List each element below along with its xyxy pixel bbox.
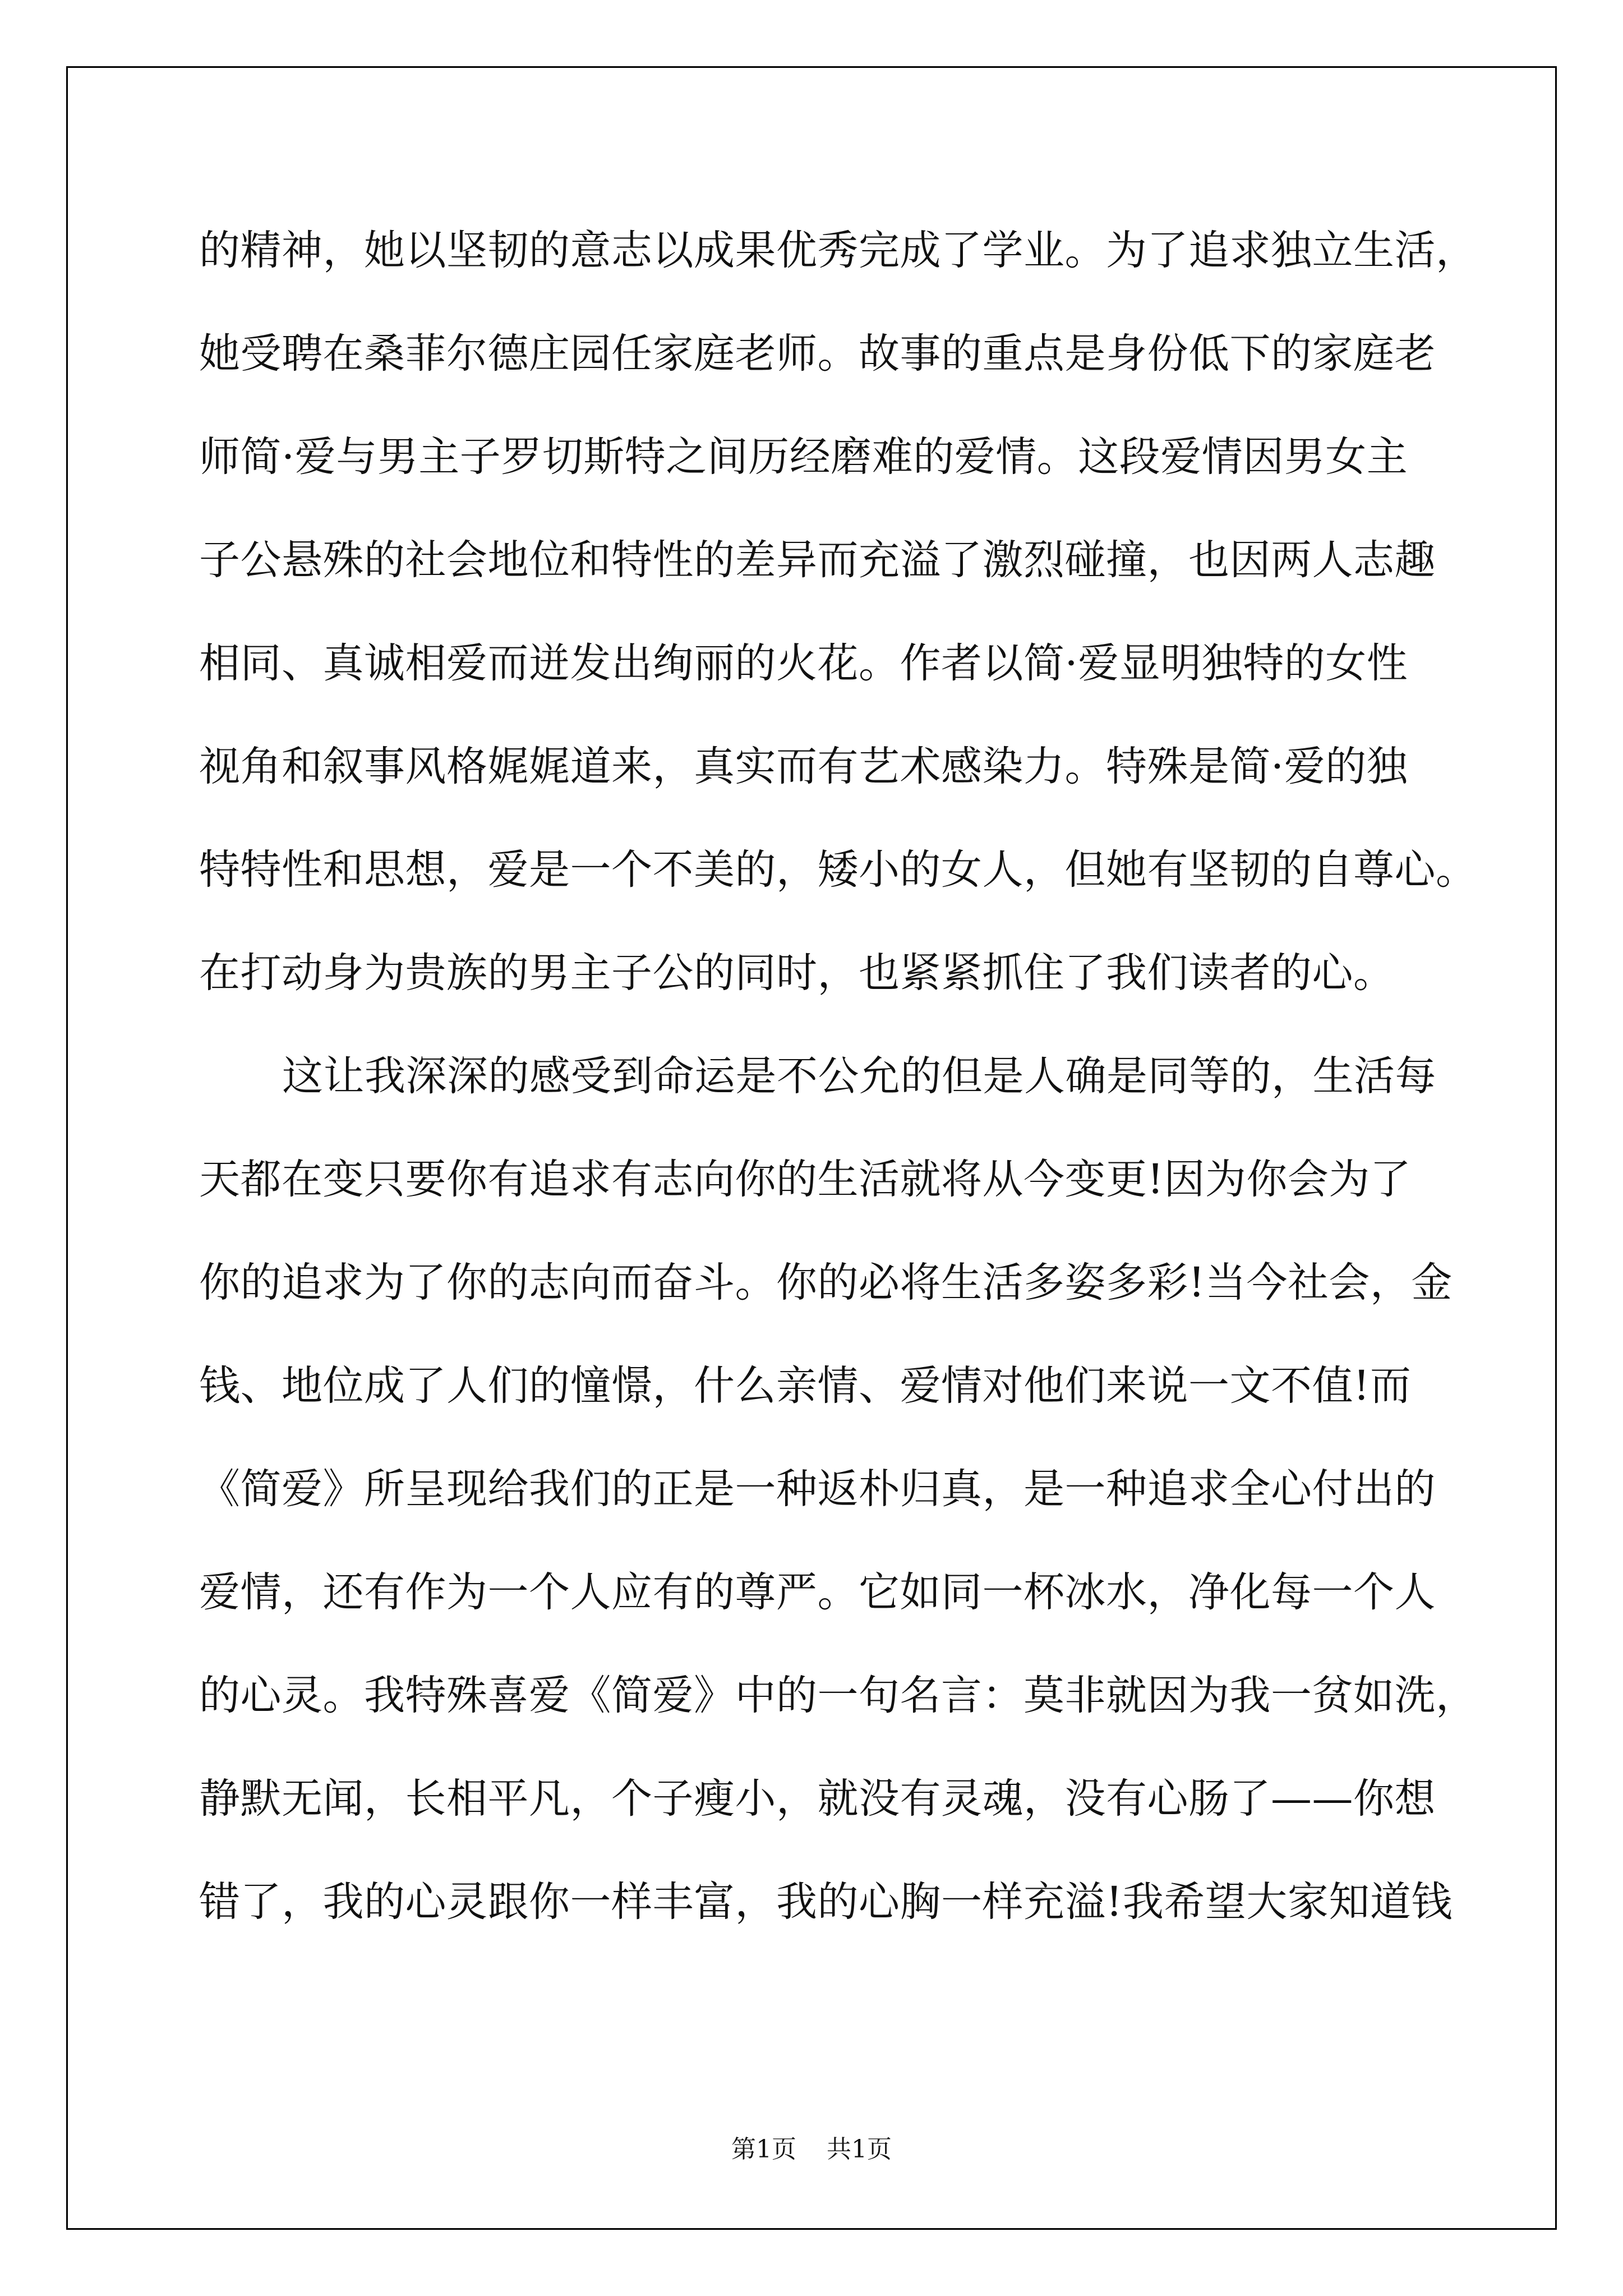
page-footer [0,2129,1623,2165]
text-line: 天都在变只要你有追求有志向你的生活就将从今变更!因为你会为了 [199,1156,1412,1203]
document-body [199,199,1477,1954]
text-line: 错了，我的心灵跟你一样丰富，我的心胸一样充溢!我希望大家知道钱 [199,1878,1453,1926]
text-line: 《简爱》所呈现给我们的正是一种返朴归真，是一种追求全心付出的 [199,1465,1436,1513]
text-line: 你的追求为了你的志向而奋斗。你的必将生活多姿多彩!当今社会，金 [199,1259,1453,1306]
page-number: 第1页 [731,2135,796,2164]
text-line: 相同、真诚相爱而迸发出绚丽的火花。作者以简·爱显明独特的女性 [199,639,1408,687]
text-line: 在打动身为贵族的男主子公的同时，也紧紧抓住了我们读者的心。 [199,949,1395,997]
text-line: 的心灵。我特殊喜爱《简爱》中的一句名言：莫非就因为我一贫如洗， [199,1672,1477,1719]
text-line: 钱、地位成了人们的憧憬，什么亲情、爱情对他们来说一文不值!而 [199,1362,1412,1410]
text-line: 特特性和思想，爱是一个不美的，矮小的女人，但她有坚韧的自尊心。 [199,846,1477,894]
text-line: 爱情，还有作为一个人应有的尊严。它如同一杯冰水，净化每一个人 [199,1568,1436,1616]
page-total: 共1页 [827,2135,892,2164]
text-line: 的精神，她以坚韧的意志以成果优秀完成了学业。为了追求独立生活， [199,227,1477,274]
paragraph-2 [199,1025,1477,1954]
text-line: 静默无闻，长相平凡，个子瘦小，就没有灵魂，没有心肠了——你想 [199,1775,1436,1823]
text-line: 师简·爱与男主子罗切斯特之间历经磨难的爱情。这段爱情因男女主 [199,433,1408,481]
text-line-indented: 这让我深深的感受到命运是不公允的但是人确是同等的，生活每 [282,1052,1436,1100]
paragraph-1 [199,199,1477,1025]
text-line: 她受聘在桑菲尔德庄园任家庭老师。故事的重点是身份低下的家庭老 [199,330,1436,378]
text-line: 子公悬殊的社会地位和特性的差异而充溢了激烈碰撞，也因两人志趣 [199,536,1436,584]
text-line: 视角和叙事风格娓娓道来，真实而有艺术感染力。特殊是简·爱的独 [199,743,1408,790]
